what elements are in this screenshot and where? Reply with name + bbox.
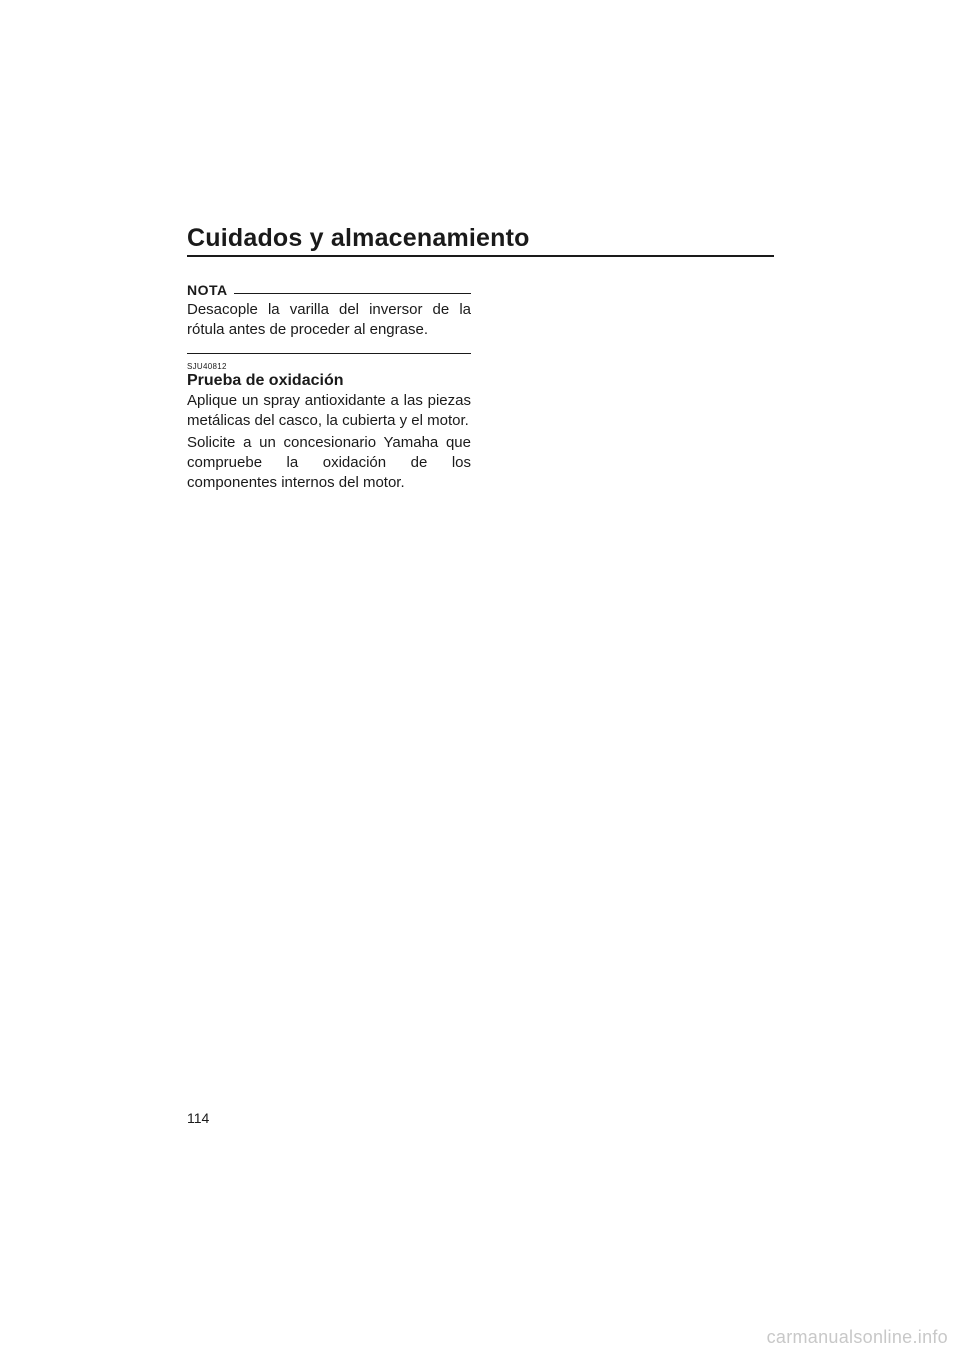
nota-header xyxy=(187,280,471,300)
nota-bottom-rule xyxy=(187,353,471,354)
section-title: Prueba de oxidación xyxy=(187,372,344,389)
page-header xyxy=(187,222,774,257)
page-number: 114 xyxy=(187,1110,210,1126)
paragraph: Solicite a un concesionario Yamaha que compruebe la oxidación de los componentes internos del motor. xyxy=(187,434,471,491)
nota-label: NOTA xyxy=(187,282,228,298)
header-rule xyxy=(187,255,774,257)
section-code: SJU40812 xyxy=(187,362,227,371)
nota-top-rule xyxy=(234,293,471,294)
nota-box xyxy=(187,280,471,354)
nota-text: Desacople la varilla del inversor de la rótula antes de proceder al engrase. xyxy=(187,301,471,338)
page-title: Cuidados y almacenamiento xyxy=(187,224,530,252)
section-oxidation-test xyxy=(187,362,471,493)
paragraph: Aplique un spray antioxidante a las piezas metálicas del casco, la cubierta y el motor. xyxy=(187,392,471,429)
watermark: carmanualsonline.info xyxy=(766,1327,948,1347)
content-column xyxy=(187,280,471,493)
